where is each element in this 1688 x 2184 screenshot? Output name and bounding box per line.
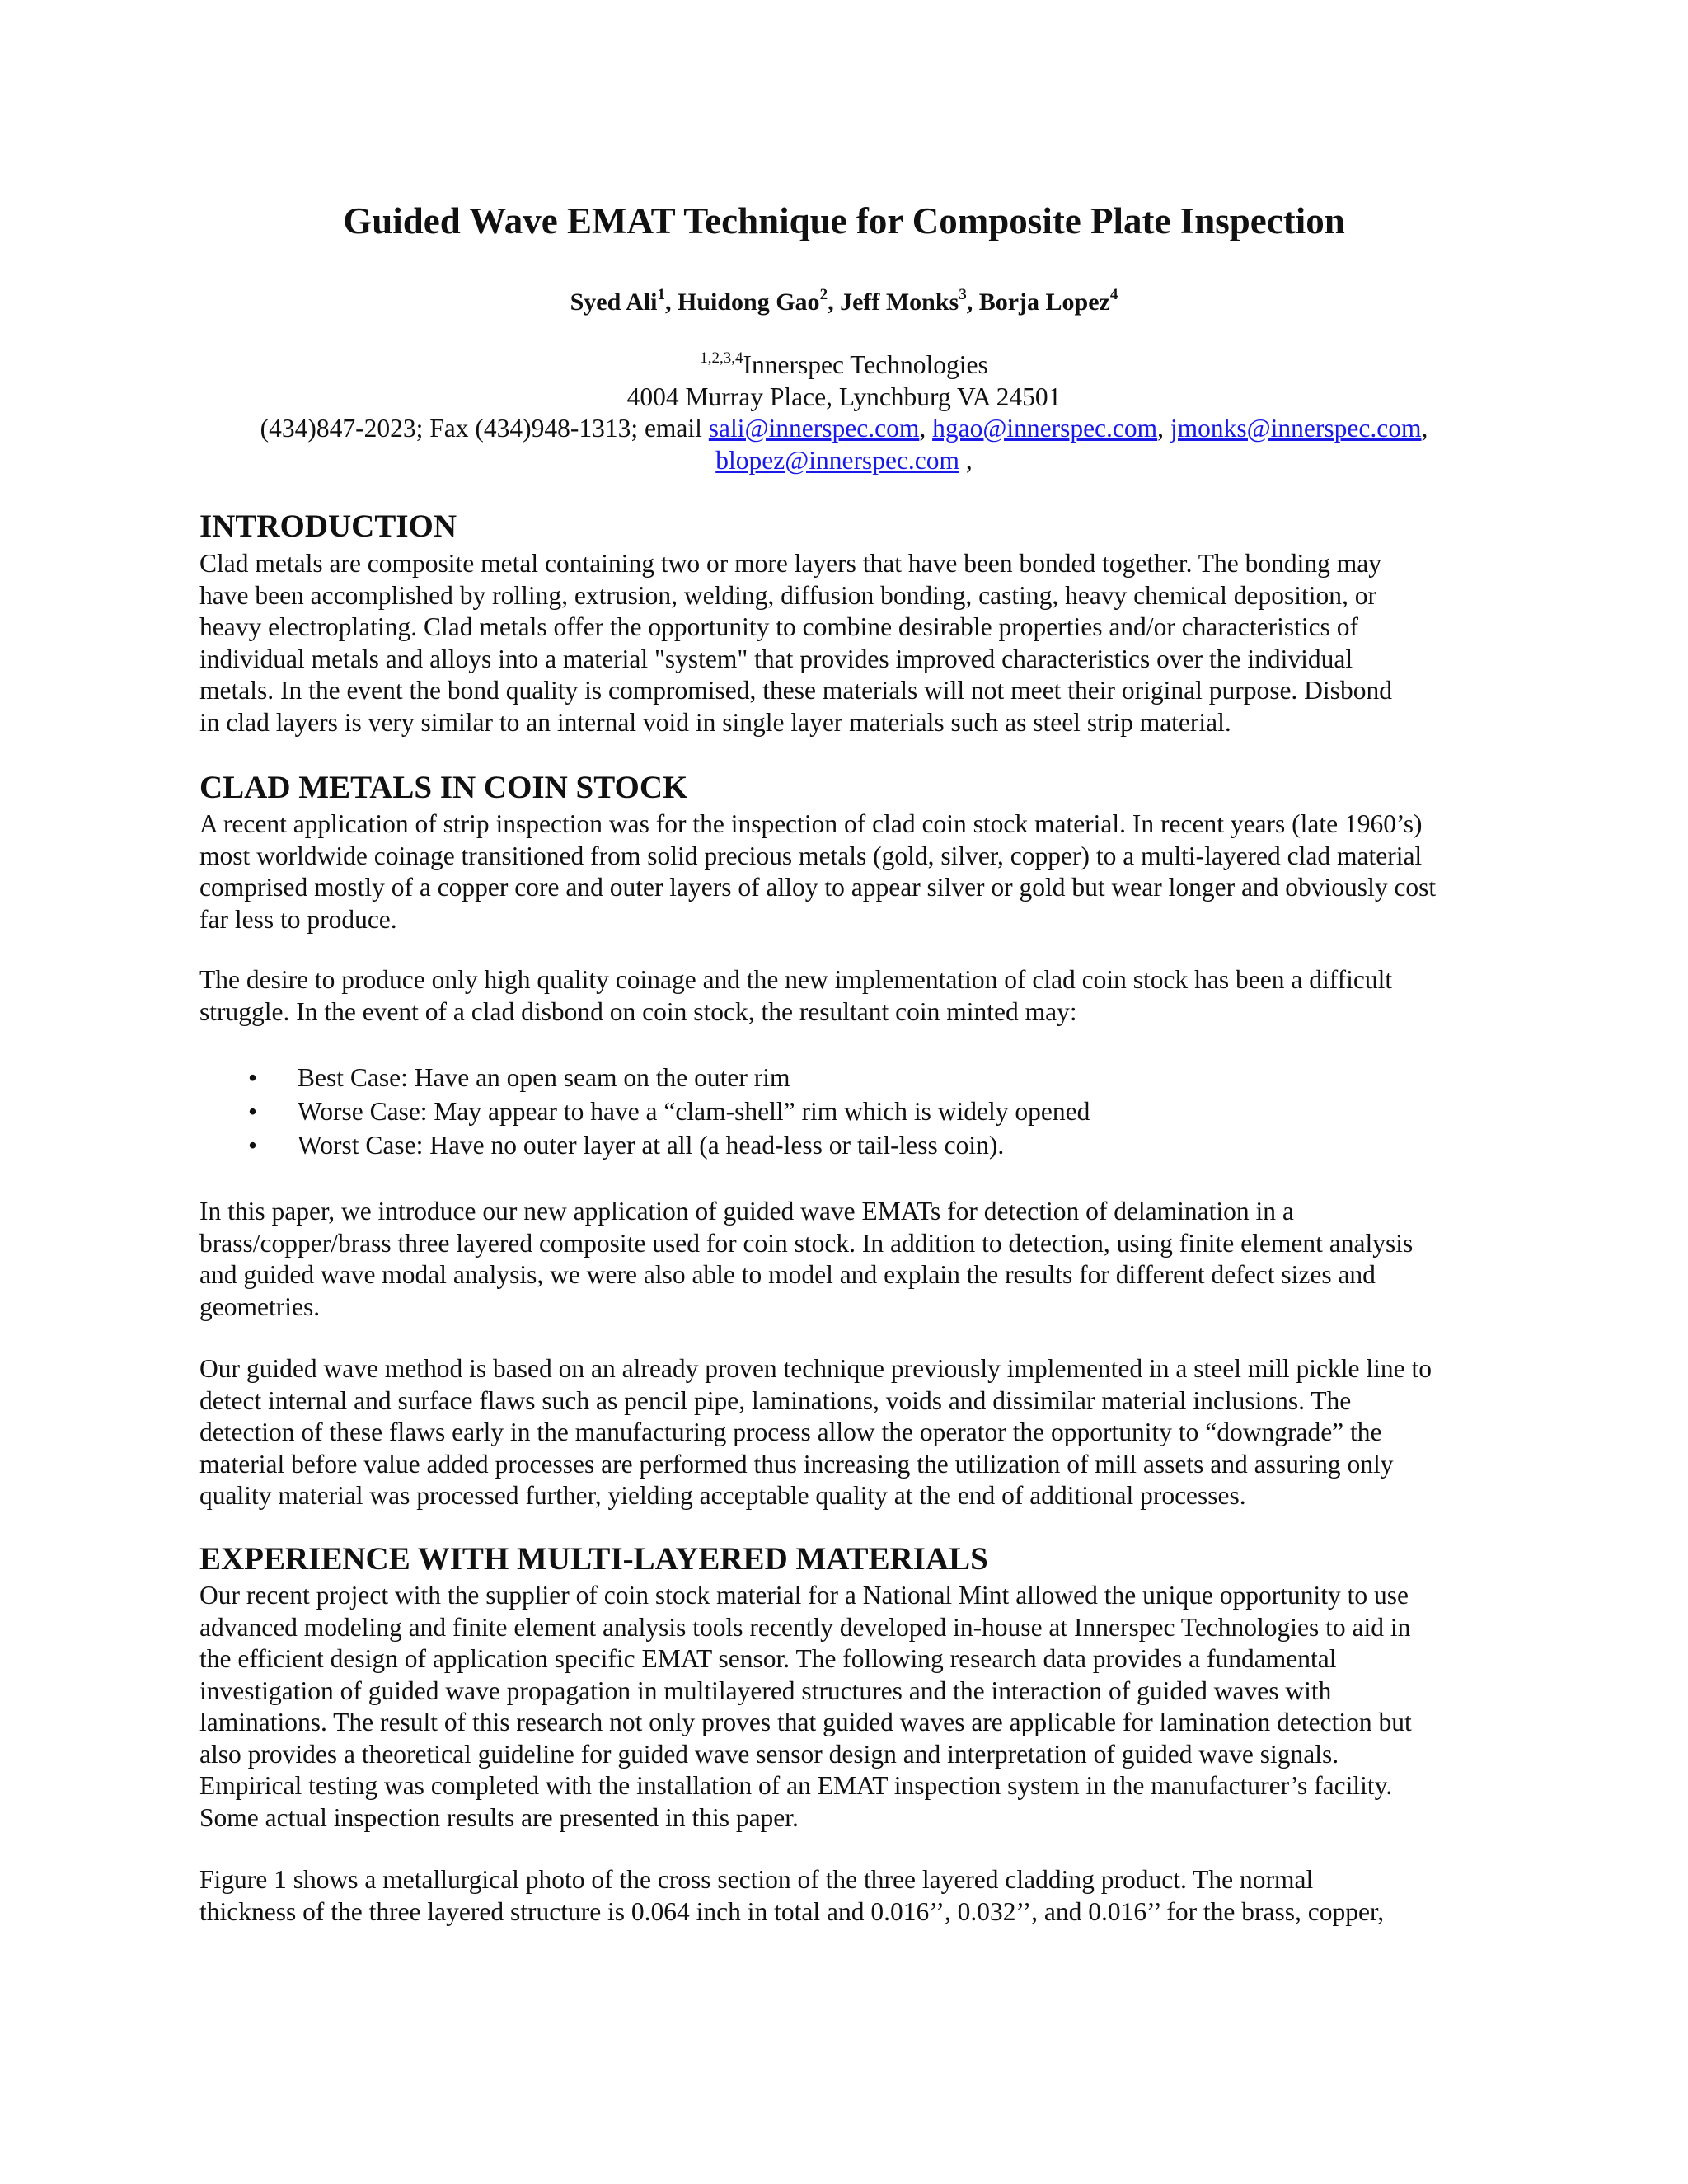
clad-metals-paragraph-4 bbox=[199, 1353, 1502, 1512]
text-line: Empirical testing was completed with the installation of an EMAT inspection system in the manufacturer’s facility. bbox=[199, 1771, 1393, 1800]
text-line: metals. In the event the bond quality is compromised, these materials will not meet their original purpose. Disbond bbox=[199, 676, 1392, 705]
text-line: the efficient design of application specific EMAT sensor. The following research data provides a fundamental bbox=[199, 1644, 1337, 1673]
text-line: individual metals and alloys into a material "system" that provides improved characteristics over the individual bbox=[199, 644, 1353, 673]
bullet-icon: • bbox=[248, 1097, 258, 1126]
text-line: quality material was processed further, yielding acceptable quality at the end of additional processes. bbox=[199, 1481, 1246, 1510]
list-item bbox=[199, 1128, 1502, 1162]
affiliation-block bbox=[0, 349, 1688, 476]
author-superscript: 1 bbox=[657, 286, 665, 303]
text-line: detect internal and surface flaws such as pencil pipe, laminations, voids and dissimilar material inclusions. The bbox=[199, 1385, 1352, 1415]
text-line: comprised mostly of a copper core and outer layers of alloy to appear silver or gold but wear longer and obviously cost bbox=[199, 873, 1437, 902]
text-line: and guided wave modal analysis, we were also able to model and explain the results for different defect sizes and bbox=[199, 1260, 1376, 1289]
introduction-paragraph bbox=[199, 548, 1502, 738]
author-list: Syed Ali$^1$, Huidong Gao$^2$, Jeff Monks$^3$, Borja Lopez$^4$ bbox=[570, 286, 1118, 316]
text-line: thickness of the three layered structure is 0.064 inch in total and 0.016’’, 0.032’’, and 0.016’’ for the brass, copper, bbox=[199, 1896, 1385, 1926]
affiliation-org: Innerspec Technologies bbox=[743, 350, 988, 379]
clad-metals-paragraph-2 bbox=[199, 964, 1502, 1028]
clad-metals-paragraph-3 bbox=[199, 1196, 1502, 1323]
text-line: material before value added processes are performed thus increasing the utilization of mill assets and assuring only bbox=[199, 1449, 1394, 1479]
list-item-text: Worse Case: May appear to have a “clam-shell” rim which is widely opened bbox=[298, 1097, 1090, 1126]
author-superscript: 2 bbox=[819, 286, 828, 303]
text-line: far less to produce. bbox=[199, 904, 397, 934]
author-name: Syed Ali bbox=[570, 288, 658, 316]
paper-title: Guided Wave EMAT Technique for Composite Plate Inspection bbox=[343, 200, 1345, 241]
section-heading-experience: EXPERIENCE WITH MULTI-LAYERED MATERIALS bbox=[199, 1541, 988, 1577]
email-link[interactable]: sali@innerspec.com bbox=[708, 414, 920, 443]
bullet-icon: • bbox=[248, 1063, 258, 1092]
text-line: have been accomplished by rolling, extrusion, welding, diffusion bonding, casting, heavy chemical deposition, or bbox=[199, 580, 1376, 610]
affiliation-address: 4004 Murray Place, Lynchburg VA 24501 bbox=[626, 382, 1062, 411]
section-heading-introduction: INTRODUCTION bbox=[199, 509, 457, 544]
affiliation-org-line bbox=[0, 349, 1688, 382]
email-link[interactable]: hgao@innerspec.com bbox=[932, 414, 1158, 443]
email-link[interactable]: blopez@innerspec.com bbox=[715, 445, 960, 475]
text-line: laminations. The result of this research not only proves that guided waves are applicable for lamination detection but bbox=[199, 1708, 1412, 1736]
text-line: heavy electroplating. Clad metals offer the opportunity to combine desirable properties and/or characteristics of bbox=[199, 612, 1358, 641]
text-line: detection of these flaws early in the manufacturing process allow the operator the opportunity to “downgrade” the bbox=[199, 1418, 1382, 1446]
experience-paragraph-2 bbox=[199, 1864, 1502, 1928]
list-item-text: Worst Case: Have no outer layer at all (a head-less or tail-less coin). bbox=[298, 1131, 1005, 1160]
bullet-icon: • bbox=[248, 1131, 258, 1160]
affiliation-superscript: 1,2,3,4 bbox=[700, 349, 743, 367]
affiliation-email-line: blopez@innerspec.com , bbox=[715, 445, 973, 475]
text-line: in clad layers is very similar to an internal void in single layer materials such as steel strip material. bbox=[199, 707, 1231, 737]
email-link[interactable]: jmonks@innerspec.com bbox=[1170, 414, 1422, 443]
text-line: struggle. In the event of a clad disbond on coin stock, the resultant coin minted may: bbox=[199, 996, 1077, 1026]
text-line: brass/copper/brass three layered composite used for coin stock. In addition to detection, using finite element analysis bbox=[199, 1228, 1414, 1258]
clad-metals-paragraph-1 bbox=[199, 808, 1502, 935]
text-line: The desire to produce only high quality coinage and the new implementation of clad coin stock has been a difficult bbox=[199, 965, 1393, 994]
author-name: Huidong Gao bbox=[678, 288, 820, 316]
author-name: Borja Lopez bbox=[978, 288, 1110, 316]
author-name: Jeff Monks bbox=[840, 288, 959, 316]
affiliation-contact: (434)847-2023; Fax (434)948-1313; email bbox=[260, 414, 702, 443]
text-line: most worldwide coinage transitioned from solid precious metals (gold, silver, copper) to a multi-layered clad material bbox=[199, 841, 1423, 870]
text-line: investigation of guided wave propagation in multilayered structures and the interaction of guided waves with bbox=[199, 1675, 1332, 1705]
coin-defect-list bbox=[199, 1061, 1502, 1162]
text-line: Some actual inspection results are presented in this paper. bbox=[199, 1802, 799, 1832]
text-line: Our guided wave method is based on an already proven technique previously implemented in a steel mill pickle line to bbox=[199, 1354, 1432, 1383]
list-item-text: Best Case: Have an open seam on the outer rim bbox=[298, 1063, 790, 1092]
text-line: In this paper, we introduce our new application of guided wave EMATs for detection of delamination in a bbox=[199, 1197, 1294, 1226]
text-line: Clad metals are composite metal containing two or more layers that have been bonded together. The bonding may bbox=[199, 549, 1382, 578]
text-line: Figure 1 shows a metallurgical photo of the cross section of the three layered cladding product. The normal bbox=[199, 1865, 1314, 1894]
author-superscript: 4 bbox=[1109, 286, 1118, 303]
experience-paragraph-1 bbox=[199, 1580, 1502, 1834]
text-line: Our recent project with the supplier of coin stock material for a National Mint allowed the unique opportunity to use bbox=[199, 1581, 1409, 1610]
text-line: also provides a theoretical guideline for guided wave sensor design and interpretation of guided wave signals. bbox=[199, 1739, 1339, 1769]
affiliation-contact-line: (434)847-2023; Fax (434)948-1313; email sali@innerspec.com, hgao@innerspec.com, jmonks@innerspec.com, bbox=[260, 414, 1428, 443]
list-item bbox=[199, 1061, 1502, 1094]
text-line: advanced modeling and finite element analysis tools recently developed in-house at Innerspec Technologies to aid in bbox=[199, 1612, 1411, 1642]
text-line: geometries. bbox=[199, 1291, 321, 1321]
author-superscript: 3 bbox=[959, 286, 967, 303]
text-line: A recent application of strip inspection was for the inspection of clad coin stock material. In recent years (late 1960’s) bbox=[199, 809, 1423, 838]
list-item bbox=[199, 1094, 1502, 1128]
section-heading-clad-metals: CLAD METALS IN COIN STOCK bbox=[199, 770, 688, 805]
